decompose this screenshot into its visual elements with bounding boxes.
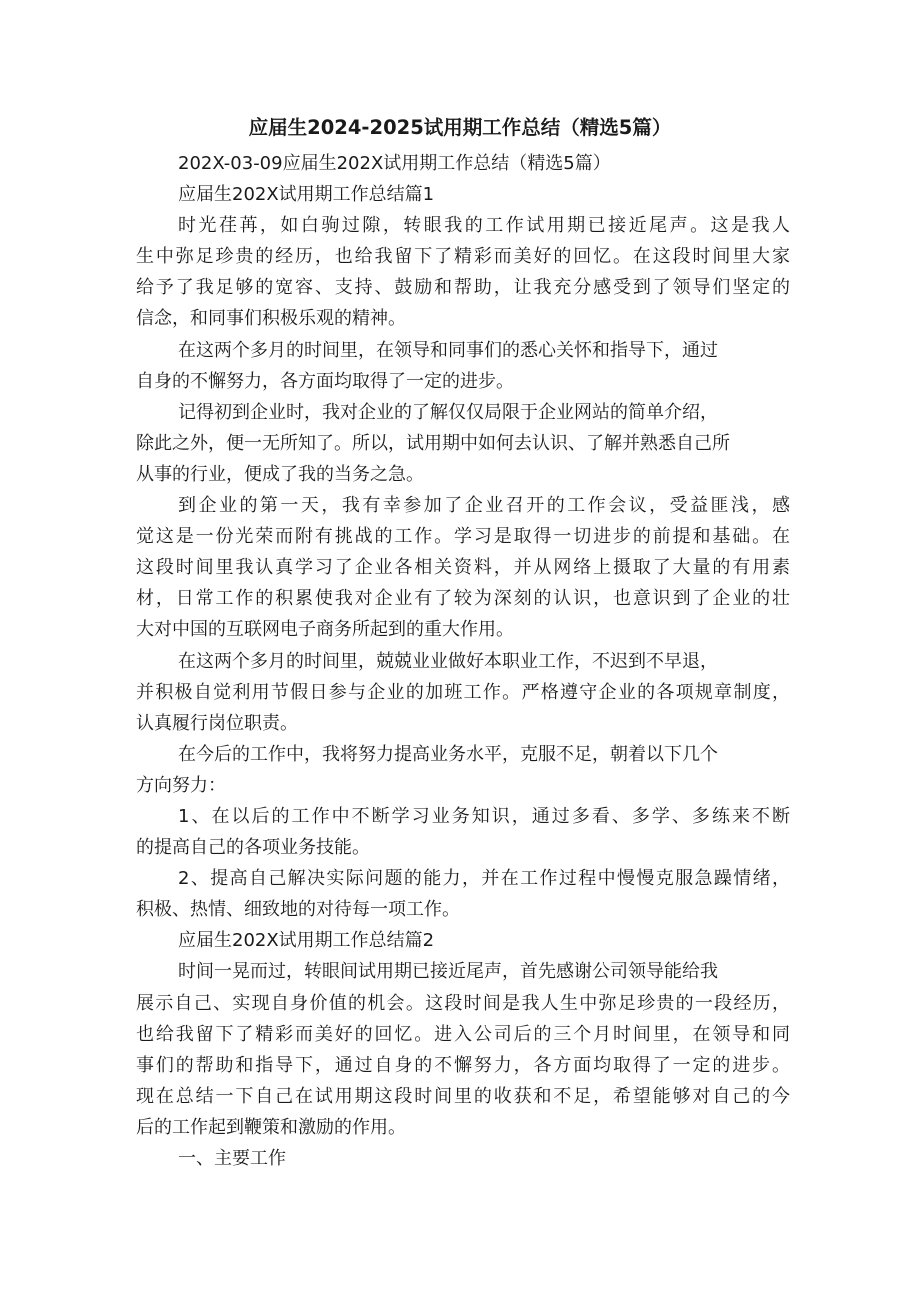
text-line: 方向努力： (136, 774, 226, 796)
text-line: 从事的行业，便成了我的当务之急。 (136, 463, 424, 485)
text-line: 并积极自觉利用节假日参与企业的加班工作。严格遵守企业的各项规章制度， (136, 681, 790, 703)
text-line: 时光荏苒，如白驹过隙，转眼我的工作试用期已接近尾声。这是我人 (178, 215, 790, 237)
text-line: 认真履行岗位职责。 (136, 712, 298, 734)
text-line: 也给我留下了精彩而美好的回忆。进入公司后的三个月时间里，在领导和同 (136, 1023, 790, 1045)
text-line: 给予了我足够的宽容、支持、鼓励和帮助，让我充分感受到了领导们坚定的 (136, 277, 790, 299)
text-line: 后的工作起到鞭策和激励的作用。 (136, 1116, 406, 1138)
text-line: 大对中国的互联网电子商务所起到的重大作用。 (136, 619, 514, 641)
text-line: 应届生202X试用期工作总结篇1 (178, 184, 435, 206)
text-line: 觉这是一份光荣而附有挑战的工作。学习是取得一切进步的前提和基础。在 (136, 526, 790, 548)
text-line: 除此之外，便一无所知了。所以，试用期中如何去认识、了解并熟悉自己所 (136, 432, 730, 454)
text-line: 2、提高自己解决实际问题的能力，并在工作过程中慢慢克服急躁情绪， (178, 868, 790, 890)
text-line: 一、主要工作 (178, 1148, 286, 1169)
text-line: 1、在以后的工作中不断学习业务知识，通过多看、多学、多练来不断 (178, 805, 790, 827)
text-line: 时间一晃而过，转眼间试用期已接近尾声，首先感谢公司领导能给我 (178, 961, 718, 983)
text-line: 记得初到企业时，我对企业的了解仅仅局限于企业网站的简单介绍， (178, 401, 718, 423)
text-line: 自身的不懈努力，各方面均取得了一定的进步。 (136, 370, 514, 392)
text-line: 材，日常工作的积累使我对企业有了较为深刻的认识，也意识到了企业的壮 (136, 588, 790, 610)
text-line: 应届生202X试用期工作总结篇2 (178, 930, 435, 952)
text-line: 信念，和同事们积极乐观的精神。 (136, 308, 406, 330)
text-line: 展示自己、实现自身价值的机会。这段时间是我人生中弥足珍贵的一段经历， (136, 992, 790, 1014)
text-line: 生中弥足珍贵的经历，也给我留下了精彩而美好的回忆。在这段时间里大家 (136, 246, 790, 268)
text-line: 事们的帮助和指导下，通过自身的不懈努力，各方面均取得了一定的进步。 (136, 1054, 790, 1076)
text-line: 在这两个多月的时间里，在领导和同事们的悉心关怀和指导下，通过 (178, 339, 718, 361)
text-line: 202X-03-09应届生202X试用期工作总结（精选5篇） (178, 153, 611, 174)
text-line: 到企业的第一天，我有幸参加了企业召开的工作会议，受益匪浅，感 (178, 495, 790, 517)
text-line: 这段时间里我认真学习了企业各相关资料，并从网络上摄取了大量的有用素 (136, 557, 790, 579)
text-line: 现在总结一下自己在试用期这段时间里的收获和不足，希望能够对自己的今 (136, 1085, 790, 1107)
document-body (136, 148, 790, 1174)
document-title: 应届生2024-2025试用期工作总结（精选5篇） (248, 116, 672, 139)
text-line: 积极、热情、细致地的对待每一项工作。 (136, 899, 460, 921)
text-line: 在今后的工作中，我将努力提高业务水平，克服不足，朝着以下几个 (178, 743, 718, 765)
text-line: 的提高自己的各项业务技能。 (136, 837, 370, 859)
text-line: 在这两个多月的时间里，兢兢业业做好本职业工作，不迟到不早退， (178, 650, 718, 672)
